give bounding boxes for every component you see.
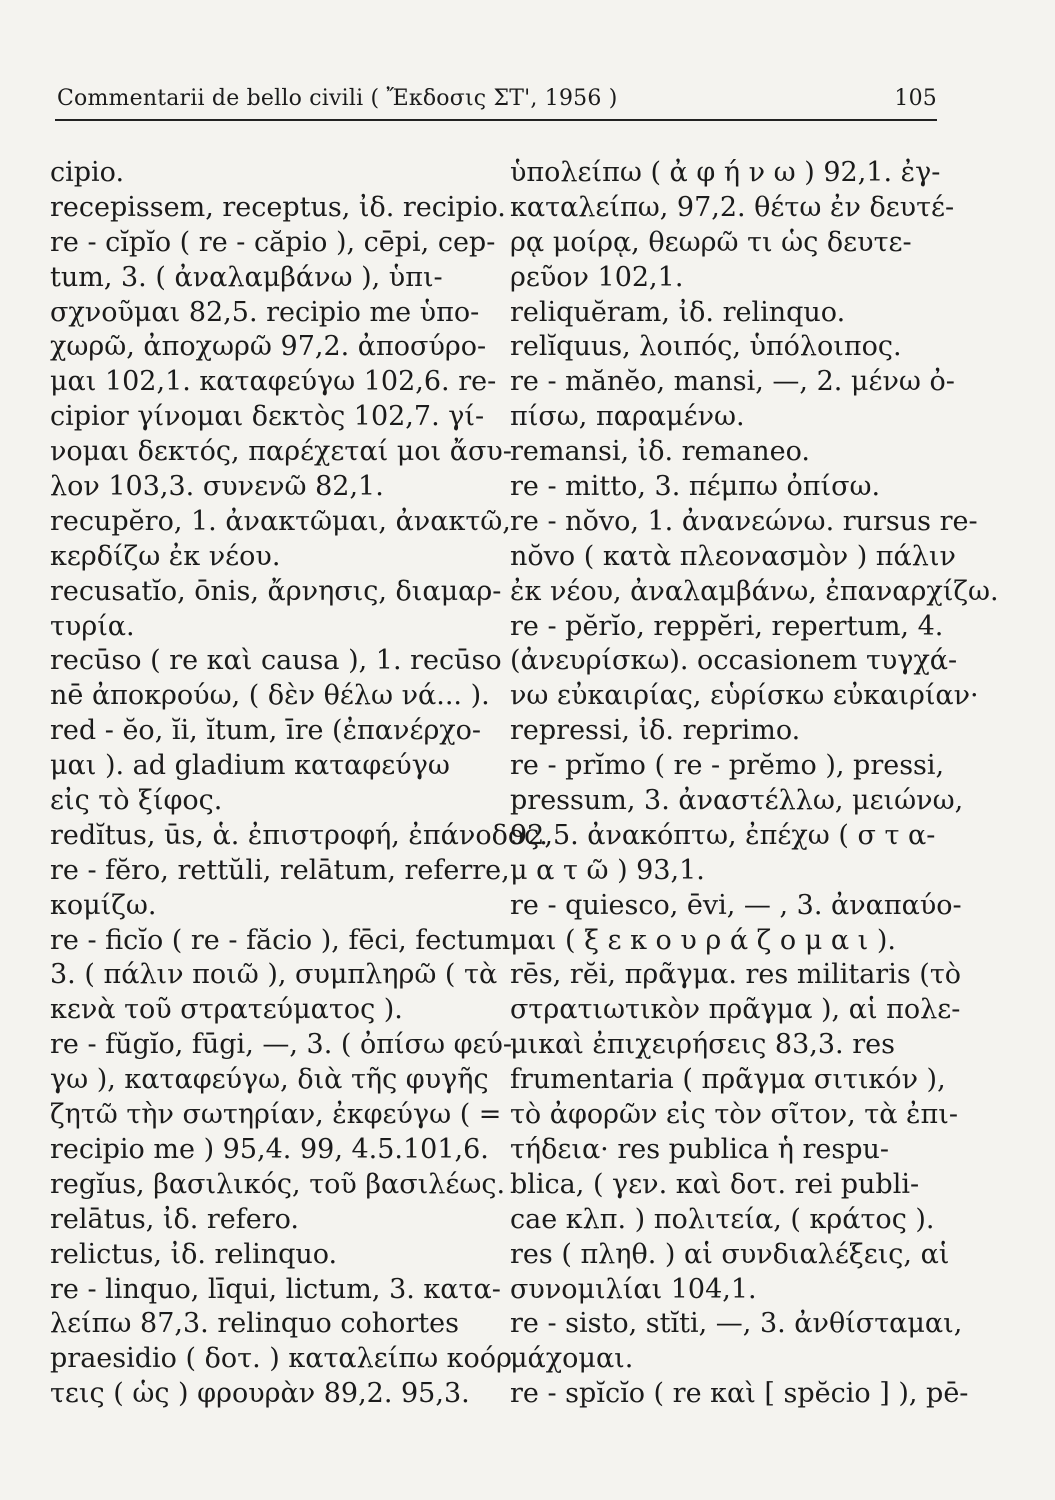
dictionary-line: regĭus, βασιλικός, τοῦ βασιλέως. — [50, 1168, 506, 1200]
dictionary-line: στρατιωτικὸν πρᾶγμα ), αἱ πολε- — [510, 994, 961, 1026]
dictionary-line: redĭtus, ūs, ἁ. ἐπιστροφή, ἐπάνοδος. — [50, 819, 548, 851]
dictionary-line: res ( πληθ. ) αἱ συνδιαλέξεις, αἱ — [510, 1238, 950, 1270]
dictionary-line: τήδεια· res publica ἡ respu- — [510, 1133, 889, 1165]
dictionary-line: repressi, ἰδ. reprimo. — [510, 715, 801, 747]
dictionary-line: μ α τ ῶ ) 93,1. — [510, 854, 705, 886]
dictionary-line: ἐκ νέου, ἀναλαμβάνω, ἐπαναρχίζω. — [510, 575, 999, 607]
dictionary-line: κερδίζω ἐκ νέου. — [50, 540, 281, 572]
dictionary-line: ὑπολείπω ( ἀ φ ή ν ω ) 92,1. ἐγ- — [510, 157, 941, 188]
dictionary-line: κενὰ τοῦ στρατεύματος ). — [50, 994, 403, 1026]
dictionary-line: re - sisto, stĭti, —, 3. ἀνθίσταμαι, — [510, 1308, 963, 1340]
dictionary-line: (ἀνευρίσκω). occasionem τυγχά- — [510, 645, 958, 677]
dictionary-line: nŏvo ( κατὰ πλεονασμὸν ) πάλιν — [510, 540, 956, 572]
dictionary-line: tum, 3. ( ἀναλαμβάνω ), ὑπι- — [50, 261, 443, 293]
dictionary-line: re - prĭmo ( re - prĕmo ), pressi, — [510, 750, 945, 782]
dictionary-line: recipio me ) 95,4. 99, 4.5.101,6. — [50, 1133, 489, 1165]
left-column — [50, 156, 548, 1412]
dictionary-line: τεις ( ὡς ) φρουρὰν 89,2. 95,3. — [50, 1378, 470, 1410]
dictionary-line: recupĕro, 1. ἀνακτῶμαι, ἀνακτῶ, — [50, 505, 511, 537]
dictionary-line: recusatĭo, ōnis, ἄρνησις, διαμαρ- — [50, 575, 502, 607]
dictionary-line: re - quiesco, ēvi, — , 3. ἀναπαύο- — [510, 889, 962, 921]
dictionary-line: κομίζω. — [50, 889, 157, 921]
header-rule — [55, 119, 937, 121]
dictionary-line: relĭquus, λοιπός, ὑπόλοιπος. — [510, 331, 902, 363]
running-header — [57, 80, 937, 120]
dictionary-line: τὸ ἀφορῶν εἰς τὸν σῖτον, τὰ ἐπι- — [510, 1099, 959, 1131]
dictionary-line: cae κλπ. ) πολιτεία, ( κράτος ). — [510, 1203, 935, 1235]
dictionary-line: recūso ( re καὶ causa ), 1. recūso — [50, 645, 502, 677]
dictionary-line: re - spĭcĭo ( re καὶ [ spĕcio ] ), pē- — [510, 1378, 969, 1410]
dictionary-line: nē ἀποκρούω, ( δὲν θέλω νά... ). — [50, 680, 490, 712]
page-number: 105 — [894, 86, 937, 111]
dictionary-line: re - mănĕo, mansi, —, 2. μένω ὀ- — [510, 366, 955, 398]
dictionary-line: μαι ( ξ ε κ ο υ ρ ά ζ ο μ α ι ). — [510, 924, 896, 956]
dictionary-line: reliquĕram, ἰδ. relinquo. — [510, 296, 846, 328]
dictionary-line: λον 103,3. συνενῶ 82,1. — [50, 471, 384, 503]
dictionary-line: γω ), καταφεύγω, διὰ τῆς φυγῆς — [50, 1064, 489, 1096]
dictionary-line: re - cĭpĭo ( re - căpio ), cēpi, cep- — [50, 226, 496, 258]
dictionary-line: λείπω 87,3. relinquo cohortes — [50, 1308, 459, 1340]
dictionary-line: συνομιλίαι 104,1. — [510, 1273, 757, 1305]
dictionary-line: re - nŏvo, 1. ἀνανεώνω. rursus re- — [510, 505, 978, 537]
right-column — [510, 156, 999, 1412]
dictionary-line: ρεῦον 102,1. — [510, 261, 684, 293]
header-title: Commentarii de bello civili ( Ἔκδοσις ΣΤ', 1956 ) — [57, 86, 618, 111]
dictionary-line: 92,5. ἀνακόπτω, ἐπέχω ( σ τ α- — [510, 819, 936, 851]
dictionary-line: νομαι δεκτός, παρέχεταί μοι ἄσυ- — [50, 436, 512, 468]
dictionary-line: recepissem, receptus, ἰδ. recipio. — [50, 191, 506, 223]
dictionary-line: μάχομαι. — [510, 1343, 634, 1375]
dictionary-line: remansi, ἰδ. remaneo. — [510, 436, 810, 468]
dictionary-line: red - ĕo, ĭi, ĭtum, īre (ἐπανέρχο- — [50, 715, 482, 747]
dictionary-line: τυρία. — [50, 610, 135, 642]
dictionary-line: blica, ( γεν. καὶ δοτ. rei publi- — [510, 1168, 920, 1200]
dictionary-line: praesidio ( δοτ. ) καταλείπω κοόρ — [50, 1343, 512, 1375]
dictionary-line: μικαὶ ἐπιχειρήσεις 83,3. res — [510, 1029, 895, 1061]
dictionary-line: cipior γίνομαι δεκτὸς 102,7. γί- — [50, 401, 485, 433]
dictionary-line: pressum, 3. ἀναστέλλω, μειώνω, — [510, 785, 964, 817]
dictionary-line: ρᾳ μοίρᾳ, θεωρῶ τι ὡς δευτε- — [510, 226, 912, 258]
dictionary-line: frumentaria ( πρᾶγμα σιτικόν ), — [510, 1064, 946, 1096]
dictionary-line: σχνοῦμαι 82,5. recipio me ὑπο- — [50, 296, 480, 328]
dictionary-line: relātus, ἰδ. refero. — [50, 1203, 300, 1235]
dictionary-line: νω εὐκαιρίας, εὑρίσκω εὐκαιρίαν· — [510, 680, 979, 712]
dictionary-line: rēs, rĕi, πρᾶγμα. res militaris (τὸ — [510, 959, 962, 991]
dictionary-line: relictus, ἰδ. relinquo. — [50, 1238, 338, 1270]
dictionary-line: re - pĕrĭo, reppĕri, repertum, 4. — [510, 610, 944, 642]
dictionary-line: re - fĕro, rettŭli, relātum, referre, — [50, 854, 510, 886]
dictionary-line: ζητῶ τὴν σωτηρίαν, ἐκφεύγω ( = — [50, 1099, 502, 1131]
dictionary-line: re - ficĭo ( re - făcio ), fēci, fectum — [50, 924, 511, 956]
dictionary-line: μαι ). ad gladium καταφεύγω — [50, 750, 450, 782]
dictionary-line: εἰς τὸ ξίφος. — [50, 785, 223, 817]
dictionary-line: cipio. — [50, 157, 125, 188]
dictionary-line: καταλείπω, 97,2. θέτω ἐν δευτέ- — [510, 191, 955, 223]
dictionary-line: re - fŭgĭo, fūgi, —, 3. ( ὀπίσω φεύ- — [50, 1029, 513, 1061]
dictionary-line: πίσω, παραμένω. — [510, 401, 745, 433]
dictionary-line: re - mitto, 3. πέμπω ὀπίσω. — [510, 471, 881, 503]
dictionary-line: μαι 102,1. καταφεύγω 102,6. re- — [50, 366, 497, 398]
dictionary-line: 3. ( πάλιν ποιῶ ), συμπληρῶ ( τὰ — [50, 959, 498, 991]
dictionary-line: χωρῶ, ἀποχωρῶ 97,2. ἀποσύρο- — [50, 331, 487, 363]
dictionary-line: re - linquo, līqui, lictum, 3. κατα- — [50, 1273, 501, 1305]
